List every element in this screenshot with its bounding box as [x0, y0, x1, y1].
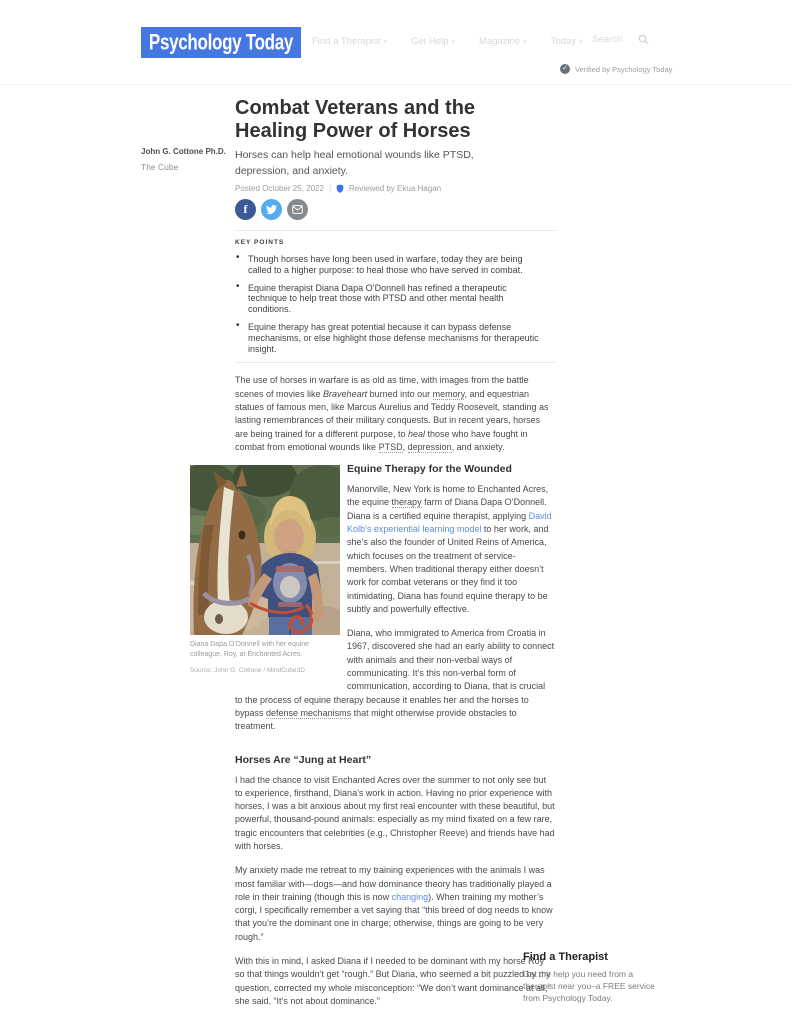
article-body [190, 463, 555, 1008]
paragraph-intro: The use of horses in warfare is as old as time, with images from the battle scenes of movies like Braveheart burned into our memory, and equestrian statues of famous men, like Marcus Aurelius and Teddy Roosevelt, standing as lasting remembrances of their military conquests. But in recent years, horses are being trained for a different purpose, to heal those who have fought in combat from emotional wounds like PTSD, depression, and anxiety. [235, 375, 549, 452]
logo-text: Psychology Today [148, 29, 294, 55]
nav-item-find-a-therapist[interactable]: Find a Therapist ▾ [312, 36, 387, 47]
movie-title: Braveheart [323, 388, 368, 399]
verified-label: Verified by Psychology Today [575, 64, 673, 74]
twitter-icon [266, 204, 277, 215]
posted-date: Posted October 25, 2022 [235, 184, 324, 193]
find-a-therapist-description: Get the help you need from a therapist near you–a FREE service from Psychology Today. [523, 969, 655, 1003]
author-name-link[interactable]: John G. Cottone Ph.D. [141, 147, 226, 156]
link-depression[interactable]: depression [407, 441, 452, 452]
nav-item-magazine[interactable]: Magazine ▾ [479, 36, 527, 47]
key-points-list [235, 254, 555, 354]
header-divider [0, 84, 792, 85]
verified-badge [560, 64, 672, 74]
paragraph-dominance-theory: My anxiety made me retreat to my training experiences with the animals I was most familiar with—dogs—and how dominance theory has traditionally played a role in their training (though this is now changing). When training my mother’s corgi, I specifically remember a vet saying that “this breed of dog needs to know that you’re the dominant one in charge; otherwise, things are going to be very rough.” [235, 865, 553, 942]
author-byline [141, 147, 233, 172]
key-point-item: • Equine therapy has great potential because it can bypass defense mechanisms, or else highlight those defense mechanisms for therapeutic insight. [248, 322, 548, 354]
reviewed-by[interactable]: Reviewed by Ekua Hagan [349, 184, 442, 193]
link-ptsd[interactable]: PTSD [378, 441, 403, 452]
paragraph-visit: I had the chance to visit Enchanted Acres over the summer to not only see but to experience, firsthand, Diana’s work in action. Having no prior experience with horses, I was a bit anxious about my first real encounter with these beautiful, but powerful, thousand-pound animals: especially as my mind fixated on a few rare, tragic encounters that celebrities (e.g., Christopher Reeve) and friends have had with horses. [235, 774, 555, 851]
facebook-share-button[interactable] [235, 199, 256, 220]
photo-caption: Diana Dapa O’Donnell with her equine colleague, Roy, at Enchanted Acres. [190, 641, 310, 659]
photo-source: Source: John G. Cottone / MindCube3D [190, 667, 305, 675]
link-defense-mechanisms[interactable]: defense mechanisms [266, 707, 352, 718]
article [190, 97, 555, 1008]
facebook-icon: f [243, 201, 248, 216]
article-photo-figure [190, 465, 340, 686]
twitter-share-button[interactable] [261, 199, 282, 220]
main-nav [312, 36, 583, 47]
article-subtitle: Horses can help heal emotional wounds like PTSD, depression, and anxiety. [235, 149, 474, 177]
key-point-item: • Though horses have long been used in warfare, today they are being called to a higher purpose: to heal those who have served in combat. [248, 254, 548, 276]
paragraph-diana-background: Diana, who immigrated to America from Croatia in 1967, discovered she had an early ability to connect with animals and their non-verbal ways of communicating. It’s this non-verbal form of communication, according to Diana, that is crucial to the process of equine therapy because it enables her and the horses to bypass defense mechanisms that might otherwise provide obstacles to treatment. [235, 628, 555, 732]
author-blog-name[interactable]: The Cube [141, 162, 179, 172]
email-icon [292, 205, 303, 214]
key-points [235, 230, 555, 363]
paragraph-manorville: Manorville, New York is home to Enchanted Acres, the equine therapy farm of Diana Dapa O’Donnell. Diana is a certified equine therapist, applying David Kolb’s experiential learning model to her work, and she’s also the founder of United Reins of America, which focuses on the treatment of service-members. When traditional therapy either doesn’t work for combat veterans or they find it too intimidating, Diana has found equine therapy to be subtly and powerfully effective. [347, 484, 552, 614]
page-title: Combat Veterans and the Healing Power of Horses [235, 97, 476, 142]
horse-and-woman-photo [190, 465, 340, 635]
find-a-therapist-widget [523, 951, 663, 1004]
link-therapy[interactable]: therapy [391, 497, 422, 508]
link-david-kolb-model[interactable]: David Kolb’s experiential learning model [347, 510, 552, 535]
search-label: Search [592, 34, 623, 45]
key-point-item: • Equine therapist Diana Dapa O’Donnell has refined a therapeutic technique to help treat those with PTSD and other mental health conditions. [248, 283, 548, 315]
paragraph-not-about-dominance: With this in mind, I asked Diana if I needed to be dominant with my horse Roy so that things wouldn’t get “rough.” But Diana, who seemed a bit puzzled by my question, corrected my whole misconception: “We don’t want dominance at all,” she said. “It’s not about dominance.” [235, 956, 551, 1006]
nav-item-today[interactable]: Today ▾ [551, 36, 583, 47]
find-a-therapist-link[interactable]: Find a Therapist [523, 951, 608, 963]
header-search[interactable] [592, 34, 649, 45]
meta-separator: | [328, 184, 332, 193]
verified-check-icon [560, 64, 570, 74]
article-meta [235, 184, 555, 193]
nav-item-get-help[interactable]: Get Help ▾ [411, 36, 455, 47]
section-heading-equine-therapy: Equine Therapy for the Wounded [347, 463, 512, 476]
link-memory[interactable]: memory [432, 388, 465, 399]
share-buttons [235, 199, 555, 220]
key-points-label: KEY POINTS [235, 239, 285, 246]
psychology-today-logo[interactable] [141, 27, 301, 58]
email-share-button[interactable] [287, 199, 308, 220]
section-heading-jung-at-heart: Horses Are “Jung at Heart” [235, 753, 372, 766]
link-changing[interactable]: changing [391, 891, 429, 902]
search-icon[interactable] [638, 34, 649, 45]
reviewed-shield-icon [336, 184, 344, 193]
